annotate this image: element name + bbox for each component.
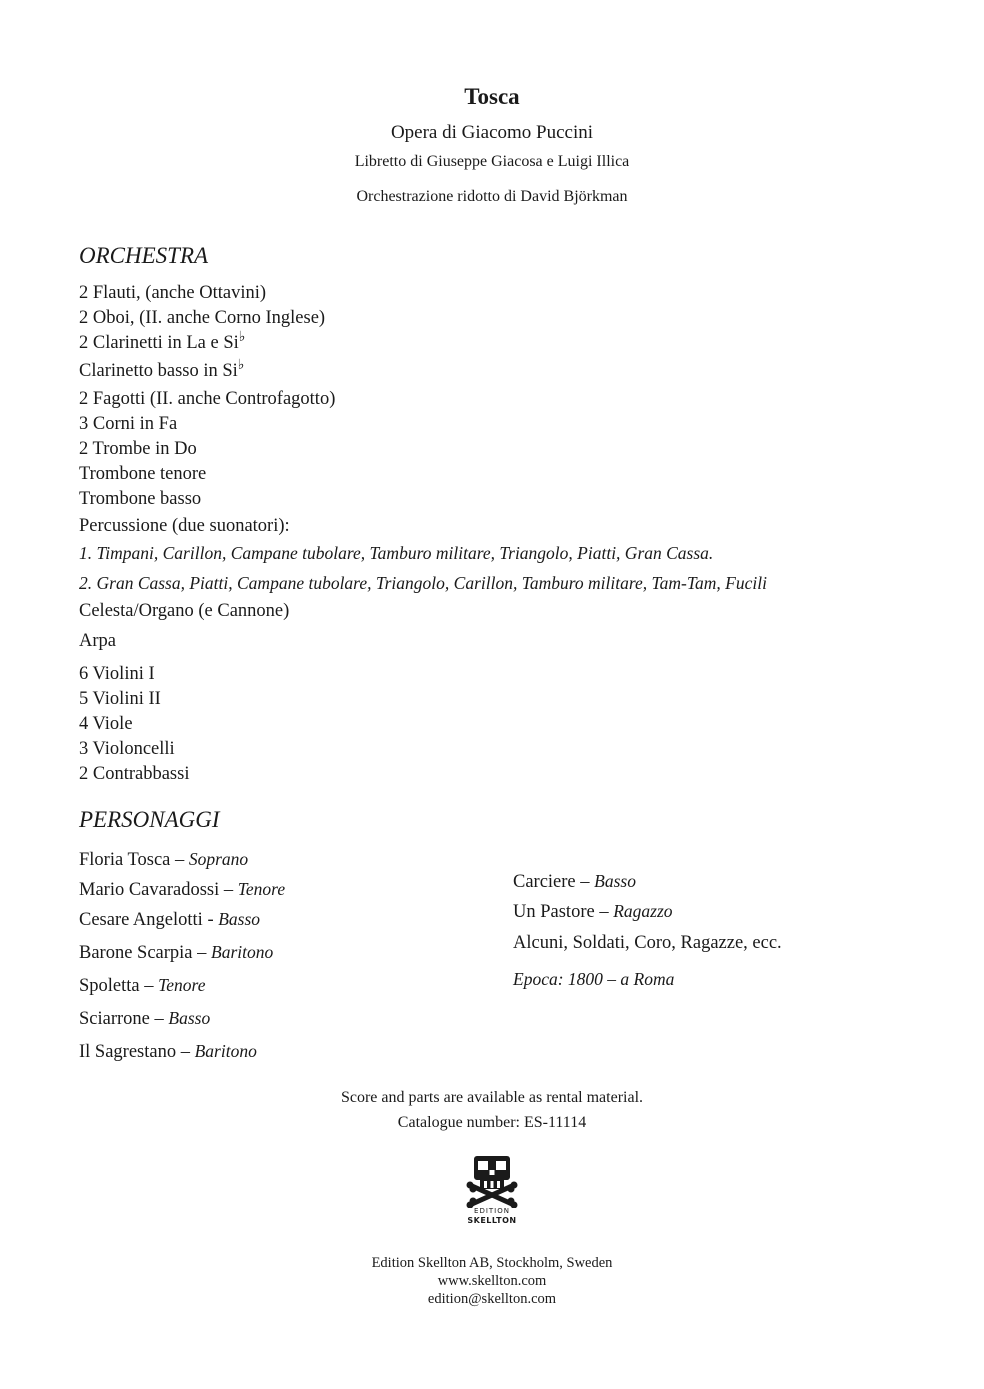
orchestra-item: 2 Flauti, (anche Ottavini) bbox=[79, 283, 267, 303]
logo-skellton-text: SKELLTON bbox=[467, 1216, 517, 1225]
publisher-address: Edition Skellton AB, Stockholm, Sweden bbox=[371, 1255, 613, 1271]
character-voice: Tenore bbox=[158, 975, 206, 995]
flat-symbol: ♭ bbox=[237, 357, 245, 373]
catalogue-number: Catalogue number: ES-11114 bbox=[397, 1114, 587, 1131]
orchestra-item: Trombone tenore bbox=[79, 464, 207, 484]
skellton-logo bbox=[462, 1152, 522, 1228]
orchestra-item-text: Clarinetto basso in Si bbox=[79, 361, 238, 381]
character-row bbox=[79, 909, 260, 931]
character-row bbox=[79, 879, 285, 901]
character-row bbox=[79, 1041, 257, 1063]
orchestra-item bbox=[79, 329, 246, 354]
orchestra-item: 3 Corni in Fa bbox=[79, 414, 178, 434]
percussion-player-2: 2. Gran Cassa, Piatti, Campane tubolare, Triangolo, Carillon, Tamburo militare, Tam-Tam, Fucili bbox=[79, 573, 767, 593]
character-voice: Ragazzo bbox=[613, 901, 673, 921]
orchestra-item: 2 Oboi, (II. anche Corno Inglese) bbox=[79, 308, 326, 328]
character-row bbox=[513, 901, 673, 923]
character-row bbox=[79, 849, 248, 871]
epoch-line: Epoca: 1800 – a Roma bbox=[513, 969, 675, 989]
skull-crossbones-icon bbox=[462, 1152, 522, 1208]
character-name: Spoletta – bbox=[79, 976, 159, 996]
email-link[interactable]: edition@skellton.com bbox=[427, 1291, 557, 1307]
extras-line: Alcuni, Soldati, Coro, Ragazze, ecc. bbox=[513, 933, 782, 953]
character-name: Carciere – bbox=[513, 872, 595, 892]
character-voice: Baritono bbox=[194, 1041, 257, 1061]
character-name: Floria Tosca – bbox=[79, 850, 189, 870]
orchestra-item: Arpa bbox=[79, 631, 116, 651]
character-row bbox=[513, 871, 636, 893]
character-row bbox=[79, 1008, 210, 1030]
character-name: Mario Cavaradossi – bbox=[79, 880, 238, 900]
website-link[interactable]: www.skellton.com bbox=[437, 1273, 547, 1289]
character-voice: Tenore bbox=[237, 879, 286, 899]
orchestra-item: 4 Viole bbox=[79, 714, 133, 734]
orchestra-item: 3 Violoncelli bbox=[79, 739, 175, 759]
orchestra-item: 6 Violini I bbox=[79, 664, 155, 684]
orchestra-item: 2 Fagotti (II. anche Controfagotto) bbox=[79, 389, 336, 409]
orchestra-item: Percussione (due suonatori): bbox=[79, 516, 290, 536]
orchestra-item bbox=[79, 357, 245, 382]
subtitle: Opera di Giacomo Puccini bbox=[390, 122, 594, 143]
character-row bbox=[79, 942, 273, 964]
orchestra-item-text: 2 Clarinetti in La e Si bbox=[79, 333, 239, 353]
personaggi-heading: PERSONAGGI bbox=[79, 807, 220, 832]
orchestration-credit: Orchestrazione ridotto di David Björkman bbox=[356, 188, 628, 205]
character-voice: Basso bbox=[594, 871, 636, 891]
character-name: Un Pastore – bbox=[513, 902, 614, 922]
orchestra-item: 2 Contrabbassi bbox=[79, 764, 190, 784]
orchestra-item: 2 Trombe in Do bbox=[79, 439, 197, 459]
character-row bbox=[79, 975, 205, 997]
orchestra-item: Trombone basso bbox=[79, 489, 202, 509]
character-name: Barone Scarpia – bbox=[79, 943, 212, 963]
orchestra-item: Celesta/Organo (e Cannone) bbox=[79, 601, 290, 621]
character-voice: Basso bbox=[168, 1008, 211, 1028]
percussion-player-1: 1. Timpani, Carillon, Campane tubolare, Tamburo militare, Triangolo, Piatti, Gran Cassa. bbox=[79, 543, 714, 563]
character-voice: Soprano bbox=[188, 849, 249, 869]
orchestra-heading: ORCHESTRA bbox=[79, 243, 209, 268]
character-voice: Baritono bbox=[211, 942, 274, 962]
character-name: Cesare Angelotti - bbox=[79, 910, 219, 930]
logo-edition-text: EDITION bbox=[474, 1207, 510, 1215]
character-name: Sciarrone – bbox=[79, 1009, 169, 1029]
libretto-credit: Libretto di Giuseppe Giacosa e Luigi Illica bbox=[354, 153, 630, 170]
rental-note: Score and parts are available as rental material. bbox=[340, 1089, 644, 1106]
orchestra-item: 5 Violini II bbox=[79, 689, 161, 709]
character-voice: Basso bbox=[218, 909, 261, 929]
character-name: Il Sagrestano – bbox=[79, 1042, 195, 1062]
flat-symbol: ♭ bbox=[238, 329, 246, 345]
page-title: Tosca bbox=[464, 84, 520, 109]
